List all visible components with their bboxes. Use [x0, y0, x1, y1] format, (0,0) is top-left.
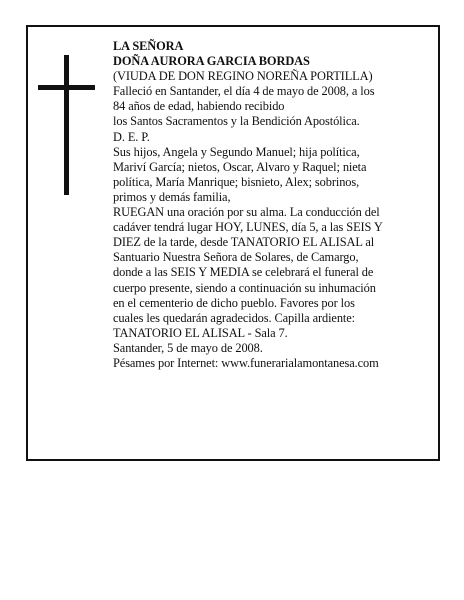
ceremony-line-8: cuales les quedarán agradecidos. Capilla ardiente:	[113, 310, 356, 325]
ceremony-line-3: DIEZ de la tarde, desde TANATORIO EL ALISAL al	[113, 235, 375, 250]
death-line-1: Falleció en Santander, el día 4 de mayo de 2008, a los	[113, 84, 375, 99]
cross-icon-horizontal-bar	[38, 85, 95, 90]
family-line-4: primos y demás familia,	[113, 189, 231, 204]
family-line-2: Mariví García; nietos, Oscar, Alvaro y Raquel; nieta	[113, 159, 367, 174]
family-line-1: Sus hijos, Angela y Segundo Manuel; hija política,	[113, 144, 360, 159]
condolences-line: Pésames por Internet: www.funerarialamontanesa.com	[113, 355, 379, 370]
cross-icon-vertical-bar	[64, 55, 69, 195]
family-line-3: política, María Manrique; bisnieto, Alex; sobrinos,	[113, 174, 360, 189]
widow-note: (VIUDA DE DON REGINO NOREÑA PORTILLA)	[113, 69, 373, 84]
dep-line: D. E. P.	[113, 129, 150, 144]
ceremony-line-6: cuerpo presente, siendo a continuación su inhumación	[113, 280, 376, 295]
chapel-line: TANATORIO EL ALISAL - Sala 7.	[113, 325, 288, 340]
obituary-text	[113, 39, 418, 371]
ceremony-line-2: cadáver tendrá lugar HOY, LUNES, día 5, a las SEIS Y	[113, 220, 383, 235]
deceased-name: DOÑA AURORA GARCIA BORDAS	[113, 54, 310, 69]
ceremony-line-1: RUEGAN una oración por su alma. La conducción del	[113, 205, 380, 220]
notice-title: LA SEÑORA	[113, 39, 184, 53]
ceremony-line-7: en el cementerio de dicho pueblo. Favores por los	[113, 295, 355, 310]
sacraments-line: los Santos Sacramentos y la Bendición Apostólica.	[113, 114, 360, 129]
death-line-2: 84 años de edad, habiendo recibido	[113, 99, 285, 114]
ceremony-line-4: Santuario Nuestra Señora de Solares, de Camargo,	[113, 250, 359, 265]
date-line: Santander, 5 de mayo de 2008.	[113, 340, 263, 355]
ceremony-line-5: donde a las SEIS Y MEDIA se celebrará el funeral de	[113, 265, 374, 280]
